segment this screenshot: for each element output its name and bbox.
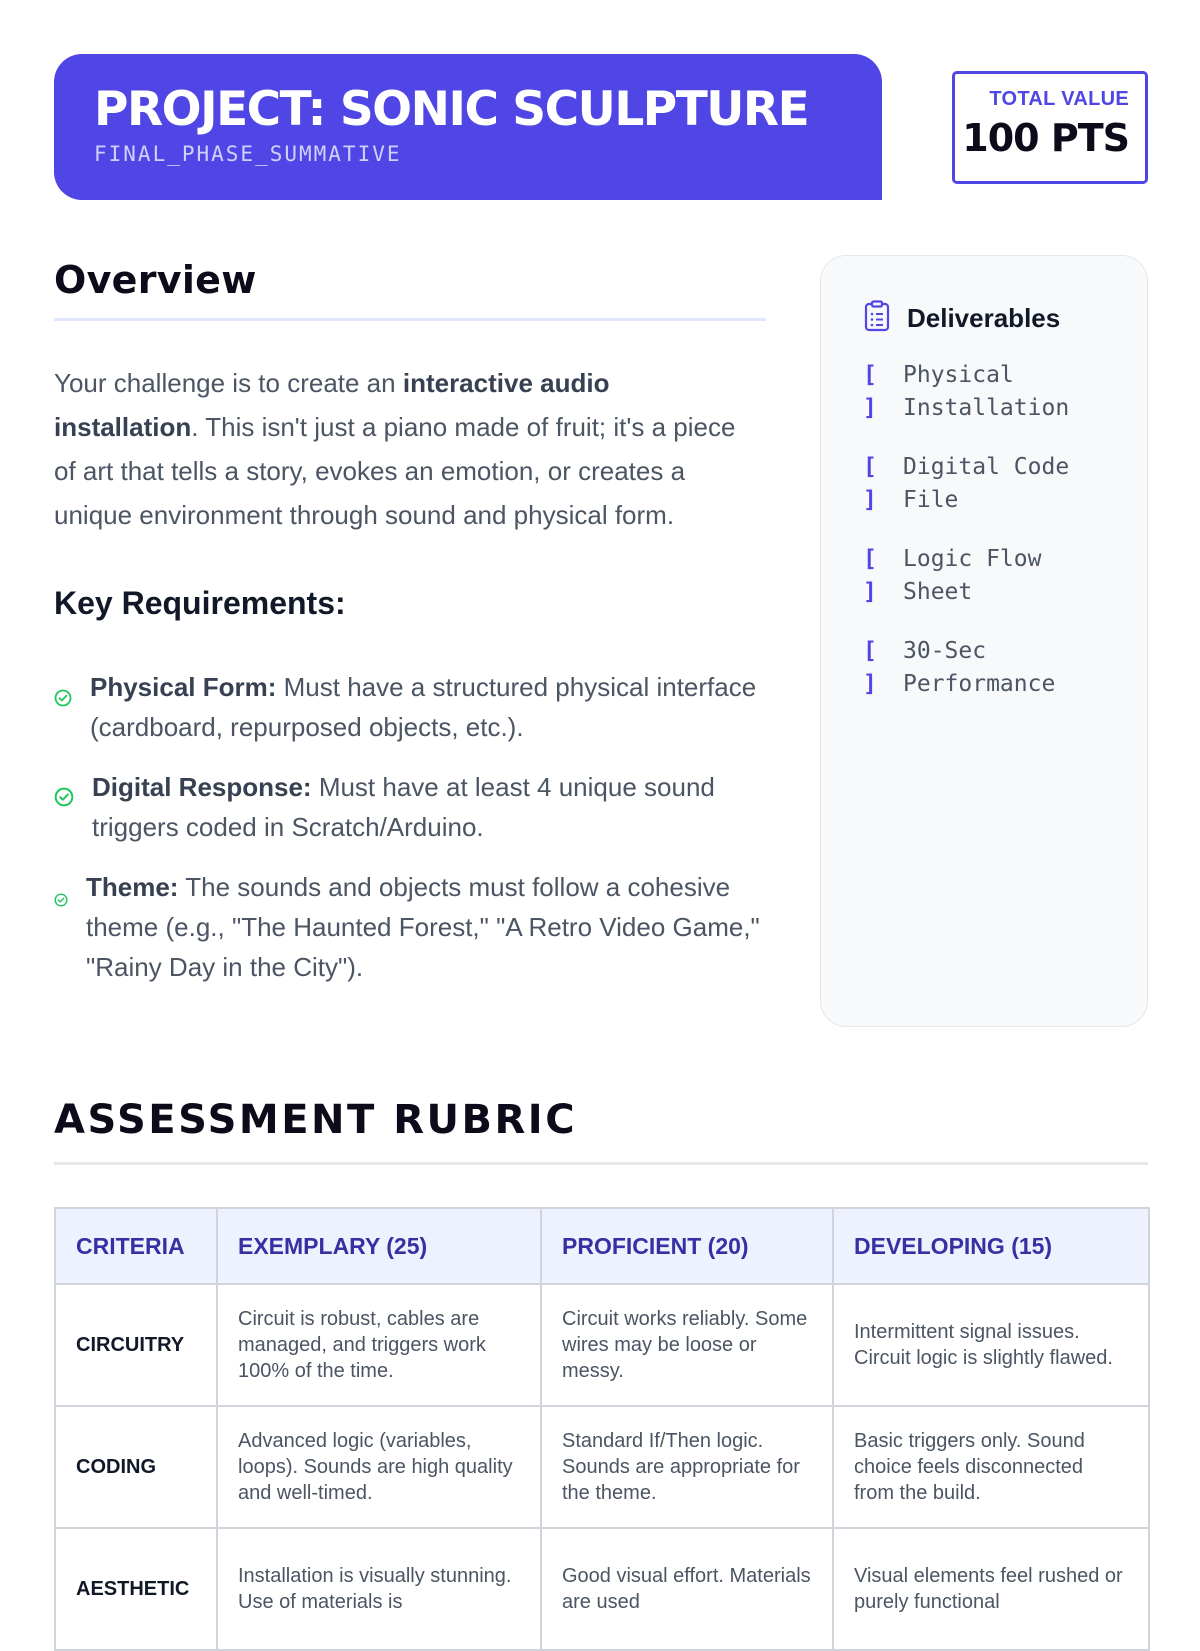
overview-section <box>54 256 766 1007</box>
criteria-cell: CODING <box>55 1406 217 1528</box>
page-title: PROJECT: SONIC SCULPTURE <box>94 82 809 137</box>
bracket-open: [ <box>863 546 877 572</box>
requirements-list <box>54 667 766 987</box>
intro-text-end: . This isn't just a piano made of fruit; it's a piece of art that tells a story, evokes an emotion, or creates a unique environment through sound and physical form. <box>54 412 736 530</box>
criteria-cell: CIRCUITRY <box>55 1284 217 1406</box>
deliverable-label: 30-Sec Performance <box>903 638 1056 697</box>
requirement-item <box>54 667 766 747</box>
bracket-open: [ <box>863 362 877 388</box>
clipboard-list-icon <box>863 300 891 337</box>
title-banner <box>54 54 882 200</box>
deliverable-item <box>863 543 1147 609</box>
requirement-label: Theme: <box>86 872 179 902</box>
deliverables-header <box>863 300 1147 337</box>
table-cell: Visual elements feel rushed or purely functional <box>833 1528 1149 1650</box>
requirement-item <box>54 867 766 987</box>
total-value: 100 PTS <box>962 116 1129 160</box>
table-row <box>55 1284 1149 1406</box>
check-circle-icon <box>54 778 74 818</box>
rubric-heading: ASSESSMENT RUBRIC <box>54 1097 578 1143</box>
deliverable-label: Physical Installation <box>903 362 1070 421</box>
table-cell: Basic triggers only. Sound choice feels disconnected from the build. <box>833 1406 1149 1528</box>
checkbox-bracket[interactable] <box>863 359 887 425</box>
requirement-text <box>90 667 766 747</box>
bracket-open: [ <box>863 638 877 664</box>
deliverable-item <box>863 359 1147 425</box>
column-header: PROFICIENT (20) <box>541 1208 833 1284</box>
deliverable-item <box>863 635 1147 701</box>
table-header-row <box>55 1208 1149 1284</box>
criteria-cell: AESTHETIC <box>55 1528 217 1650</box>
table-cell: Advanced logic (variables, loops). Sounds are high quality and well-timed. <box>217 1406 541 1528</box>
intro-emphasis: interactive audio installation <box>54 368 610 442</box>
checkbox-bracket[interactable] <box>863 635 887 701</box>
page-subtitle: FINAL_PHASE_SUMMATIVE <box>94 142 402 166</box>
requirement-desc: Must have at least 4 unique sound triggers coded in Scratch/Arduino. <box>92 772 715 842</box>
table-cell: Intermittent signal issues. Circuit logic is slightly flawed. <box>833 1284 1149 1406</box>
bracket-close: ] <box>863 579 877 605</box>
deliverable-item <box>863 451 1147 517</box>
requirement-item <box>54 767 766 847</box>
requirement-label: Digital Response: <box>92 772 312 802</box>
total-value-box <box>952 71 1148 184</box>
requirement-label: Physical Form: <box>90 672 277 702</box>
bracket-close: ] <box>863 487 877 513</box>
bracket-open: [ <box>863 454 877 480</box>
requirements-heading: Key Requirements: <box>54 585 346 621</box>
requirement-text <box>86 867 766 987</box>
checkbox-bracket[interactable] <box>863 451 887 517</box>
column-header: EXEMPLARY (25) <box>217 1208 541 1284</box>
bracket-close: ] <box>863 671 877 697</box>
checkbox-bracket[interactable] <box>863 543 887 609</box>
table-cell: Installation is visually stunning. Use of materials is <box>217 1528 541 1650</box>
table-cell: Good visual effort. Materials are used <box>541 1528 833 1650</box>
overview-heading: Overview <box>54 258 257 302</box>
table-cell: Circuit works reliably. Some wires may be loose or messy. <box>541 1284 833 1406</box>
total-value-label: TOTAL VALUE <box>989 88 1129 110</box>
table-cell: Circuit is robust, cables are managed, and triggers work 100% of the time. <box>217 1284 541 1406</box>
rubric-table <box>54 1207 1150 1651</box>
check-circle-icon <box>54 678 72 718</box>
table-row <box>55 1528 1149 1650</box>
rubric-section <box>54 1096 1148 1651</box>
deliverables-card <box>820 255 1148 1027</box>
overview-intro <box>54 361 744 537</box>
requirement-desc: Must have a structured physical interface (cardboard, repurposed objects, etc.). <box>90 672 757 742</box>
table-cell: Standard If/Then logic. Sounds are appropriate for the theme. <box>541 1406 833 1528</box>
bracket-close: ] <box>863 395 877 421</box>
deliverables-list <box>863 359 1147 701</box>
table-row <box>55 1406 1149 1528</box>
column-header: CRITERIA <box>55 1208 217 1284</box>
column-header: DEVELOPING (15) <box>833 1208 1149 1284</box>
intro-text-start: Your challenge is to create an <box>54 368 403 398</box>
deliverable-label: Logic Flow Sheet <box>903 546 1042 605</box>
overview-divider <box>54 318 766 321</box>
check-circle-icon <box>54 878 68 918</box>
deliverable-label: Digital Code File <box>903 454 1070 513</box>
deliverables-title: Deliverables <box>907 303 1061 333</box>
requirement-desc: The sounds and objects must follow a cohesive theme (e.g., "The Haunted Forest," "A Retro Video Game," "Rainy Day in the City"). <box>86 872 760 982</box>
requirement-text <box>92 767 766 847</box>
rubric-divider <box>54 1162 1148 1165</box>
